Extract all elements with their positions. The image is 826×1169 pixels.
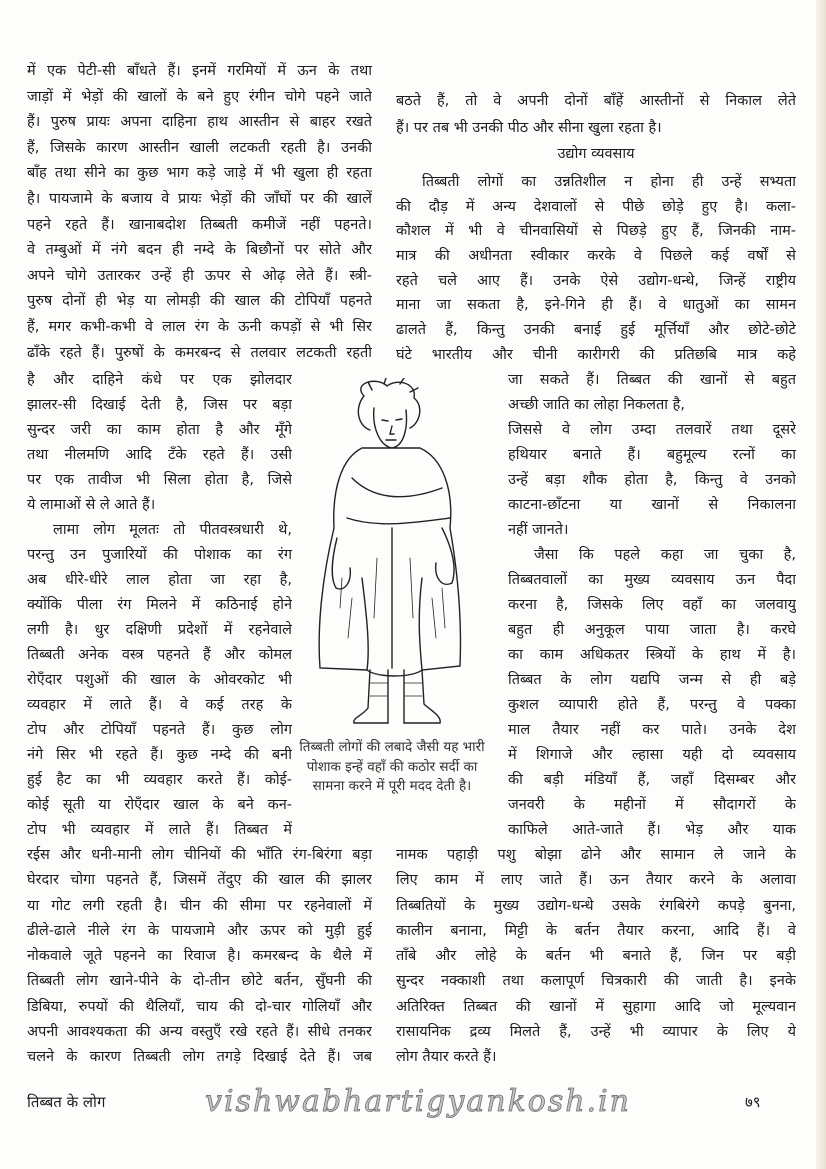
- text-line: की दौड़ में अन्य देशवालों से पीछे छोड़े हुए है। कला-: [396, 198, 796, 215]
- text-line: व्यवहार में लाते हैं। वे कई तरह के: [27, 697, 292, 713]
- text-line: टोप और टोपियाँ पहनते हैं। कुछ लोग: [27, 722, 292, 738]
- text-line: क्योंकि पीला रंग मिलने में कठिनाई होने: [27, 597, 292, 613]
- boots: [354, 670, 440, 723]
- illustration-caption: तिब्बती लोगों की लबादे जैसी यह भारी पोशाक इन्हें वहाँ की कठोर सर्दी का सामना करने में पूरी मदद देती है।: [299, 739, 485, 794]
- text-line: घंटे भारतीय और चीनी कारीगरी की प्रतिछबि मात्र कहे: [396, 346, 796, 363]
- text-line: चलने के कारण तिब्बती लोग तगड़े दिखाई देते हैं। जब: [27, 1049, 372, 1066]
- text-line: नंगे सिर भी रहते हैं। कुछ नम्दे की बनी: [27, 747, 292, 763]
- text-line: तिब्बती लोगों का उन्नतिशील न होना ही उन्हें सभ्यता: [422, 174, 796, 190]
- text-line: हैं। पुरुष प्रायः अपना दाहिना हाथ आस्तीन से बाहर रखते: [27, 114, 372, 131]
- page-number: ७९: [745, 1093, 761, 1111]
- running-footer-title: तिब्बत के लोग: [27, 1093, 106, 1111]
- text-line: हैं, जिसके कारण आस्तीन खाली लटकती रहती है। उनकी: [27, 139, 372, 156]
- text-line: माना जा सकता है, इने-गिने ही हैं। वे धातुओं का सामन: [396, 297, 796, 314]
- text-line: वे तम्बुओं में नंगे बदन ही नम्दे के बिछौनों पर सोते और: [27, 242, 372, 259]
- left-column-narrow-text: [27, 368, 292, 843]
- text-line: लामा लोग मूलतः तो पीतवस्त्रधारी थे,: [53, 522, 292, 538]
- text-line: जनवरी के महीनों में सौदागरों के: [508, 797, 796, 813]
- text-line: मात्र की अधीनता स्वीकार करके वे पिछले कई वर्षों से: [396, 248, 796, 265]
- text-line: ढीले-ढाले नीले रंग के पायजामे और ऊपर को मुड़ी हुई: [27, 922, 372, 939]
- text-line: नहीं जानते।: [508, 522, 569, 538]
- text-line: ये लामाओं से ले आते हैं।: [27, 497, 156, 513]
- text-line: बठते हैं, तो वे अपनी दोनों बाँहें आस्तीनों से निकाल लेते: [396, 93, 796, 109]
- text-line: का काम अधिकतर स्त्रियों के हाथ में है।: [508, 647, 796, 663]
- text-line: जाड़ों में भेड़ों की खालों के बने हुए रंगीन चोगे पहने जाते: [27, 88, 372, 105]
- text-line: जा सकते हैं। तिब्बत की खानों से बहुत: [508, 372, 796, 388]
- fur-hat: [358, 381, 419, 430]
- text-line: काटना-छाँटना या खानों से निकालना: [508, 497, 796, 513]
- text-line: काफिले आते-जाते हैं। भेड़ और याक: [508, 822, 796, 838]
- text-line: तिब्बत के लोग यद्यपि जन्म से ही बड़े: [508, 672, 796, 688]
- robe: [319, 448, 460, 676]
- text-line: कौशल में भी वे चीनवासियों से पिछड़े हुए हैं, जिनकी नाम-: [396, 223, 796, 240]
- text-line: उन्हें बड़ा शौक होता है, किन्तु वे उनको: [508, 472, 796, 488]
- text-line: रासायनिक द्रव्य मिलते हैं, उन्हें भी व्यापार के लिए ये: [396, 1024, 796, 1041]
- text-line: करना है, जिसके लिए वहाँ का जलवायु: [508, 597, 796, 613]
- left-column-bottom-text: [27, 843, 372, 1071]
- text-line: की बड़ी मंडियाँ हैं, जहाँ दिसम्बर और: [508, 772, 796, 788]
- text-line: तिब्बती अनेक वस्त्र पहनते हैं और कोमल: [27, 647, 292, 663]
- text-line: में शिगाजे और ल्हासा यही दो व्यवसाय: [508, 747, 796, 763]
- text-line: में एक पेटी-सी बाँधते हैं। इनमें गरमियों में ऊन के तथा: [27, 63, 372, 79]
- right-column-top-text: [396, 88, 796, 142]
- text-line: अच्छी जाति का लोहा निकलता है,: [508, 397, 685, 413]
- text-line: नोकवाले जूते पहनने का रिवाज है। कमरबन्द के थैले में: [27, 948, 372, 965]
- right-column-narrow-text: [508, 368, 796, 843]
- text-line: ताँबे और लोहे के बर्तन भी बनाते हैं, जिन पर बड़ी: [396, 948, 796, 965]
- text-line: बहुत ही अनुकूल पाया जाता है। करघे: [508, 622, 796, 638]
- text-line: अपने चोगे उतारकर उन्हें ही ऊपर से ओढ़ लेते हैं। स्त्री-: [27, 267, 372, 284]
- text-line: रहते चले आए हैं। उनके ऐसे उद्योग-धन्धे, जिन्हें राष्ट्रीय: [396, 272, 796, 289]
- text-line: झालर-सी दिखाई देती है, जिस पर बड़ा: [27, 397, 292, 413]
- text-line: हैं, मगर कभी-कभी वे लाल रंग के ऊनी कपड़ों से भी सिर: [27, 318, 372, 335]
- left-column-top-text: [27, 59, 372, 366]
- text-line: सुन्दर जरी का काम होता है और मूँगे: [27, 422, 292, 438]
- text-line: कोई सूती या रोएँदार खाल के बने कन-: [27, 797, 292, 813]
- text-line: तिब्बतियों के मुख्य उद्योग-धन्धे उसके रंगबिरंगे कपड़े बुनना,: [396, 897, 796, 914]
- text-line: लोग तैयार करते हैं।: [396, 1049, 497, 1066]
- text-line: हुई हैट का भी व्यवहार करते हैं। कोई-: [27, 772, 292, 788]
- text-line: तिब्बतवालों का मुख्य व्यवसाय ऊन पैदा: [508, 572, 796, 588]
- text-line: अब धीरे-धीरे लाल होता जा रहा है,: [27, 572, 292, 588]
- text-line: हैं। पर तब भी उनकी पीठ और सीना खुला रहता है।: [396, 120, 662, 136]
- text-line: घेरदार चोगा पहनते हैं, जिसमें तेंदुए की खाल की झालर: [27, 872, 372, 889]
- text-line: टोप भी व्यवहार में लाते हैं। तिब्बत में: [27, 822, 292, 838]
- text-line: तिब्बती लोग खाने-पीने के दो-तीन छोटे बर्तन, सुँघनी की: [27, 973, 372, 990]
- text-line: है। पायजामे के बजाय वे प्रायः भेड़ों की जाँघों पर की खालें: [27, 190, 372, 207]
- text-line: अतिरिक्त तिब्बत की खानों में सुहागा आदि जो मूल्यवान: [396, 998, 796, 1015]
- text-line: कालीन बनाना, मिट्टी के बर्तन तैयार करना, आदि हैं। वे: [396, 922, 796, 939]
- text-line: बाँह तथा सीने का कुछ भाग कड़े जाड़े में भी खुला ही रहता: [27, 165, 372, 182]
- tibetan-man-illustration: [292, 378, 492, 728]
- text-line: कुशल व्यापारी होते हैं, परन्तु वे पक्का: [508, 697, 796, 713]
- watermark: vishwabhartigyankosh.in: [205, 1084, 631, 1119]
- text-line: ढाँके रहते हैं। पुरुषों के कमरबन्द से तलवार लटकती रहती: [27, 344, 372, 361]
- text-line: रईस और धनी-मानी लोग चीनियों की भाँति रंग-बिरंगा बड़ा: [27, 847, 372, 863]
- text-line: पहने रहते हैं। खानाबदोश तिब्बती कमीजें नहीं पहनते।: [27, 216, 372, 233]
- section-heading: उद्योग व्यवसाय: [557, 146, 635, 162]
- page-edge-shadow: [816, 0, 826, 1169]
- text-line: ढालते हैं, किन्तु उनकी बनाई हुई मूर्त्तियाँ और छोटे-छोटे: [396, 322, 796, 339]
- text-line: हथियार बनाते हैं। बहुमूल्य रत्नों का: [508, 447, 796, 463]
- text-line: जैसा कि पहले कहा जा चुका है,: [534, 547, 796, 563]
- text-line: जिससे वे लोग उम्दा तलवारें तथा दूसरे: [508, 422, 796, 438]
- text-line: अपनी आवश्यकता की अन्य वस्तुएँ रखे रहते हैं। सीधे तनकर: [27, 1024, 372, 1041]
- text-line: है और दाहिने कंधे पर एक झोलदार: [27, 372, 292, 388]
- text-line: माल तैयार नहीं कर पाते। उनके देश: [508, 722, 796, 738]
- text-line: डिबिया, रुपयों की थैलियाँ, चाय की दो-चार गोलियाँ और: [27, 998, 372, 1015]
- text-line: नामक पहाड़ी पशु बोझा ढोने और सामान ले जाने के: [396, 847, 796, 863]
- text-line: रोएँदार पशुओं की खाल के ओवरकोट भी: [27, 672, 292, 688]
- text-line: लगी है। धुर दक्षिणी प्रदेशों में रहनेवाले: [27, 622, 292, 638]
- text-line: पुरुष दोनों ही भेड़ या लोमड़ी की खाल की टोपियाँ पहनते: [27, 293, 372, 310]
- text-line: सुन्दर नक्काशी तथा कलापूर्ण चित्रकारी की जाती है। इनके: [396, 973, 796, 990]
- text-line: तथा नीलमणि आदि टँके रहते हैं। उसी: [27, 447, 292, 463]
- right-column-bottom-text: [396, 843, 796, 1071]
- text-line: पर एक तावीज भी सिला होता है, जिसे: [27, 472, 292, 488]
- face: [374, 408, 407, 448]
- industry-paragraph: [396, 170, 796, 368]
- text-line: लिए काम में लाए जाते हैं। ऊन तैयार करने के अलावा: [396, 872, 796, 889]
- text-line: परन्तु उन पुजारियों की पोशाक का रंग: [27, 547, 292, 563]
- text-line: या गोट लगी रहती है। चीन की सीमा पर रहनेवालों में: [27, 897, 372, 914]
